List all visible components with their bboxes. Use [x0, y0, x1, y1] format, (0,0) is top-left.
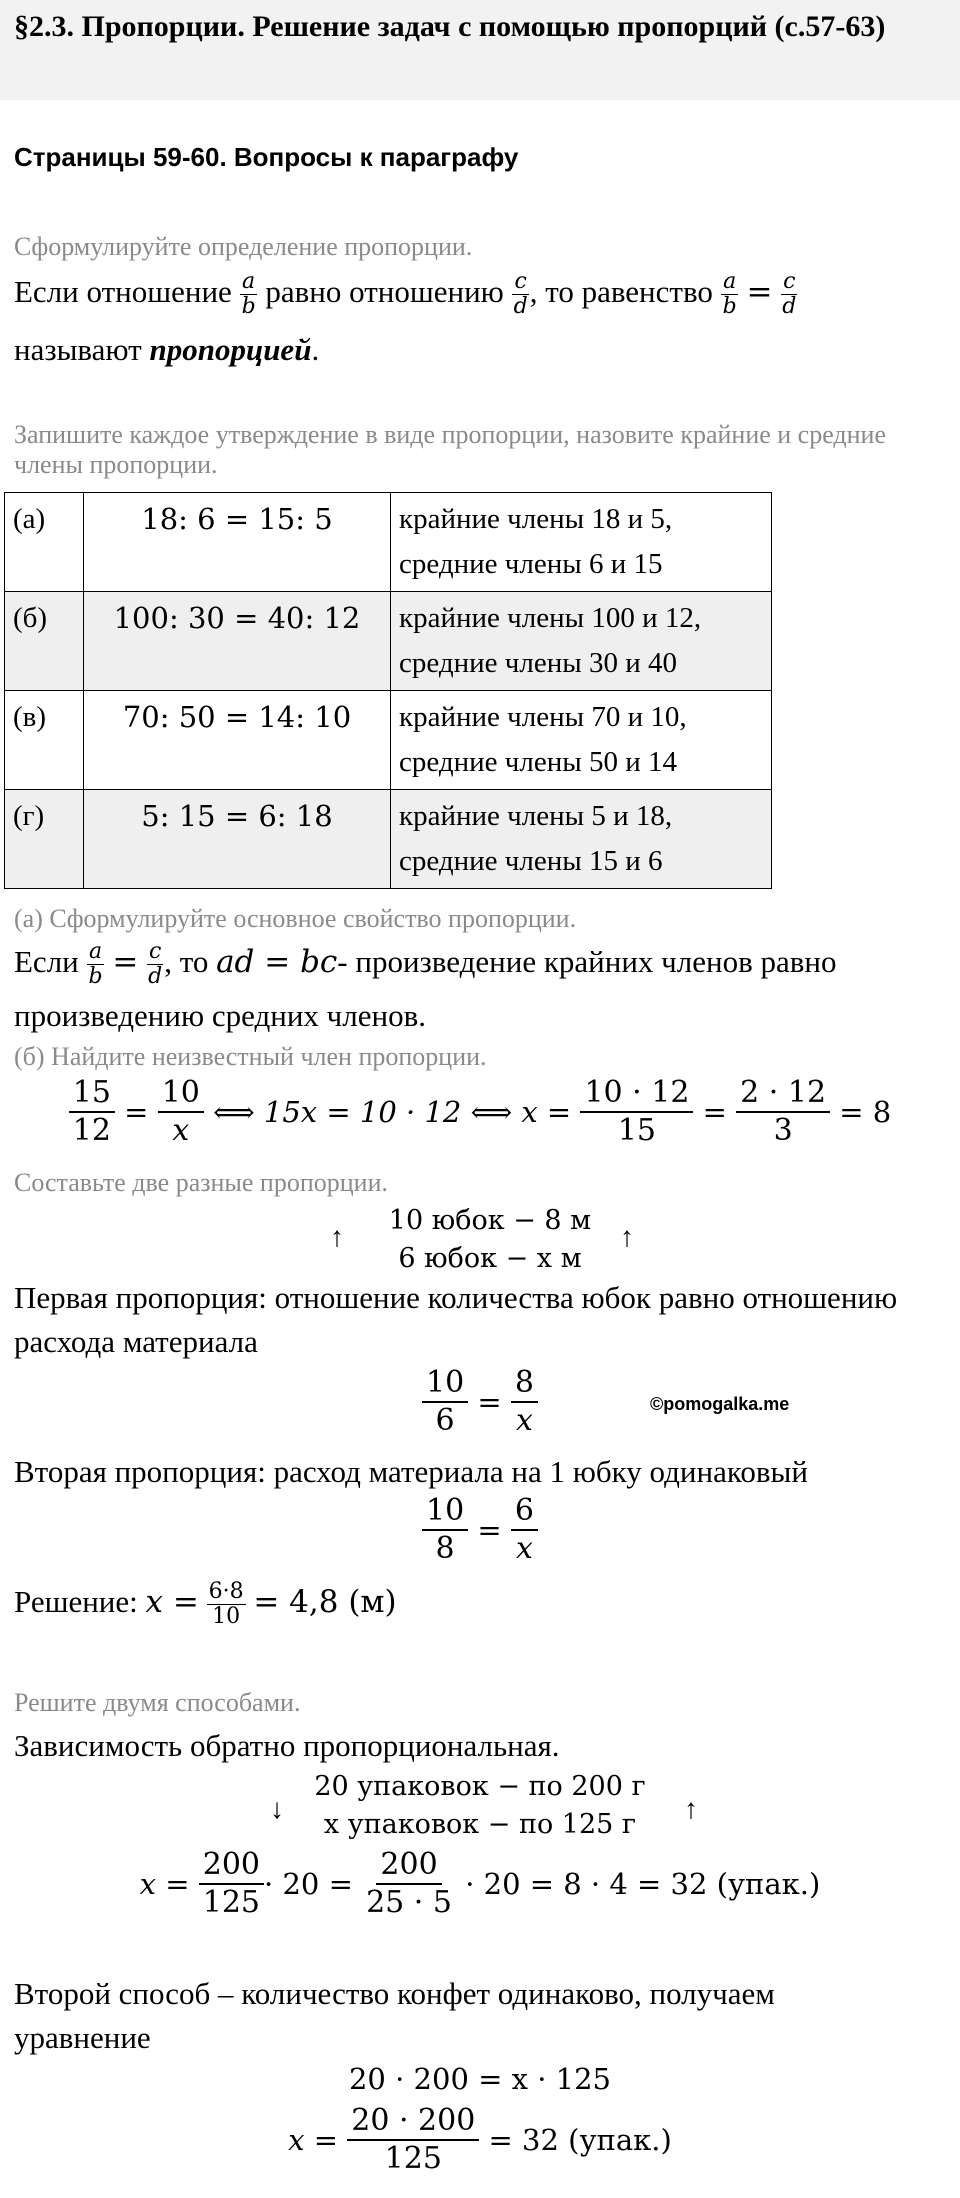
term-proportion: пропорцией [149, 332, 312, 367]
question-4: Составьте две разные пропорции. [14, 1168, 388, 1197]
fraction-c-d-2: $\frac{c}{d}$ [782, 269, 797, 320]
fraction-a-b-3: $\frac{a}{b}$ [88, 939, 103, 990]
answer-3a-line2: произведению средних членов. [14, 998, 426, 1033]
fraction-a-b-2: $\frac{a}{b}$ [722, 269, 737, 320]
equation-5a: x = $\frac{200}{125}$ · 20 = $\frac{200}{25 \cdot 5}$ · 20 = 8 · 4 = 32 (упак.) [139, 1847, 821, 1920]
question-3b: (б) Найдите неизвестный член пропорции. [14, 1042, 487, 1071]
proportion-1: $\frac{10}{6}$ = $\frac{8}{x}$ [0, 1368, 960, 1436]
proportions-table [4, 492, 772, 889]
arrow-up-left: ↑ [330, 1222, 344, 1253]
fraction-c-d: $\frac{c}{d}$ [513, 269, 528, 320]
solution-4: Решение: x = $\frac{6\cdot 8}{10}$ = 4,8 (м) [14, 1579, 397, 1630]
question-3a: (а) Сформулируйте основное свойство пропорции. [14, 904, 577, 933]
scheme-5: 20 упаковок − по 200 г x упаковок − по 125 г [314, 1771, 646, 1840]
section-title: Страницы 59-60. Вопросы к параграфу [14, 142, 519, 172]
question-2: Запишите каждое утверждение в виде пропорции, назовите крайние и средние члены пропорции. [14, 420, 887, 479]
question-5: Решите двумя способами. [14, 1688, 301, 1717]
second-proportion-text: Вторая пропорция: расход материала на 1 юбку одинаковый [14, 1454, 808, 1489]
answer-1-text-b: равно отношению [265, 274, 504, 309]
arrow-down-left: ↓ [270, 1794, 284, 1825]
chapter-title: §2.3. Пропорции. Решение задач с помощью пропорций (с.57-63) [14, 10, 886, 43]
answer-1-text-c: , то равенство [529, 274, 713, 309]
table-row: (а) 18: 6 = 15: 5 крайние члены 18 и 5, средние члены 6 и 15 [5, 493, 772, 592]
table-row: (б) 100: 30 = 40: 12 крайние члены 100 и 12, средние члены 30 и 40 [5, 592, 772, 691]
equation-3b: $\frac{15}{12}$ = $\frac{10}{x}$ ⟺ 15x = 10 · 12 ⟺ x = $\frac{10 \cdot 12}{15}$ = $\frac{2 \cdot 12}{3}$ = 8 [0, 1078, 960, 1146]
watermark: ©pomogalka.me [650, 1394, 790, 1414]
arrow-up-right: ↑ [620, 1222, 634, 1253]
first-proportion-text: Первая пропорция: отношение количества юбок равно отношению расхода материала [14, 1280, 898, 1359]
second-method-text: Второй способ – количество конфет одинаково, получаем уравнение [14, 1976, 775, 2055]
proportion-2: $\frac{10}{8}$ = $\frac{6}{x}$ [0, 1496, 960, 1564]
table-row: (г) 5: 15 = 6: 18 крайние члены 5 и 18, средние члены 15 и 6 [5, 790, 772, 889]
question-1: Сформулируйте определение пропорции. [14, 232, 473, 261]
equation-5b: 20 · 200 = x · 125 [348, 2062, 611, 2096]
answer-1-text-a: Если отношение [14, 274, 232, 309]
answer-3a-line1: Если $\frac{a}{b}$ = $\frac{c}{d}$ , то ad = bc- произведение крайних членов равно [14, 939, 837, 990]
answer-1-line2: называют пропорцией. [14, 332, 320, 367]
fraction-a-b: $\frac{a}{b}$ [241, 269, 256, 320]
scheme-4: 10 юбок − 8 м 6 юбок − x м [388, 1205, 592, 1274]
dependency-text: Зависимость обратно пропорциональная. [14, 1728, 560, 1763]
answer-1-line1: Если отношение $\frac{a}{b}$ равно отношению $\frac{c}{d}$ , то равенство $\frac{a}{b}$ = $\frac{c}{d}$ [14, 269, 797, 320]
arrow-up-right-5: ↑ [684, 1794, 698, 1825]
equation-5c: x = $\frac{20 \cdot 200}{125}$ = 32 (упак.) [288, 2103, 672, 2176]
fraction-c-d-3: $\frac{c}{d}$ [148, 939, 163, 990]
table-row: (в) 70: 50 = 14: 10 крайние члены 70 и 10, средние члены 50 и 14 [5, 691, 772, 790]
